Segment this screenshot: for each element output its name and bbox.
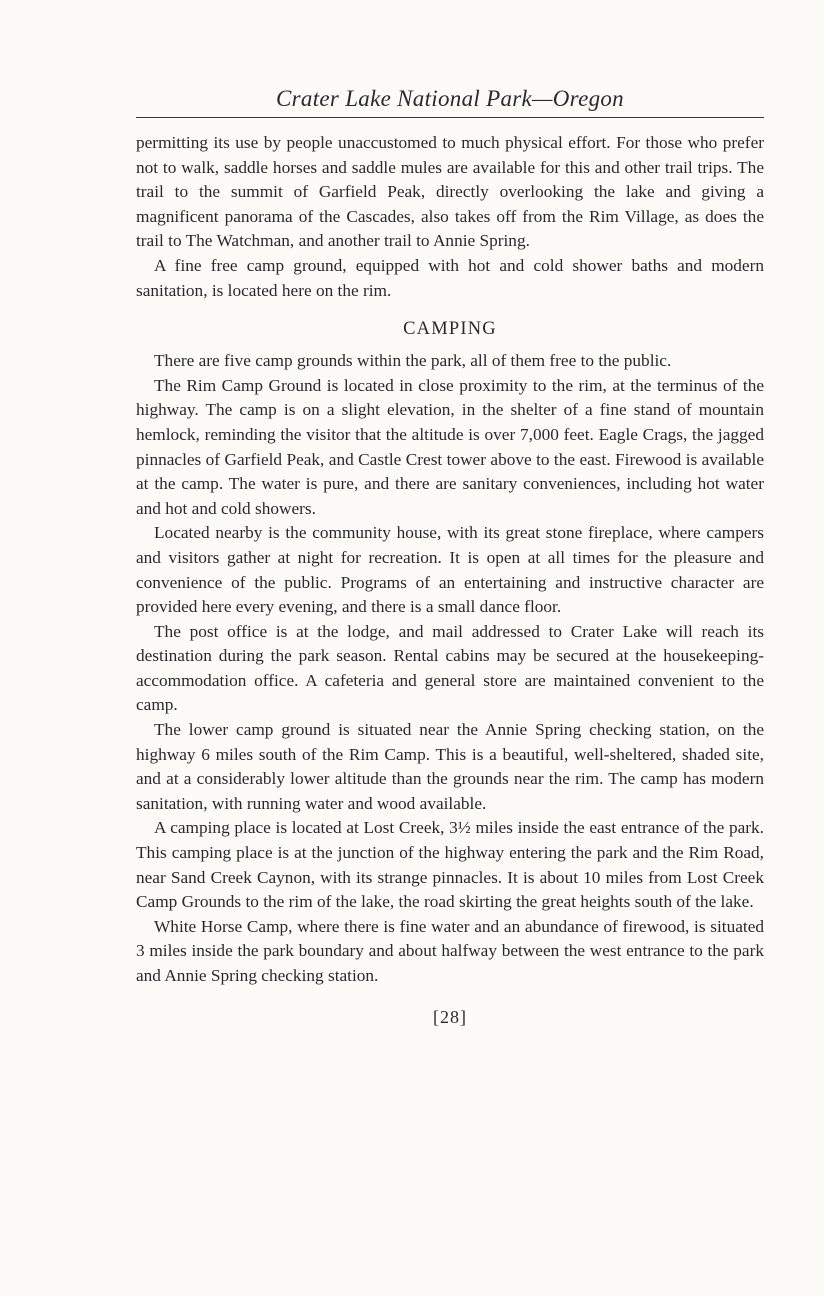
paragraph-community-house: Located nearby is the community house, with its great stone fireplace, where campers and visitors gather at night for recreation. It is open at all times for the pleasure and convenience of the public. Programs of an entertaining and instructive character are provided here every evening, and there is a small dance floor. <box>136 523 764 617</box>
paragraph-trail-continuation: permitting its use by people unaccustomed to much physical effort. For those who prefer not to walk, saddle horses and saddle mules are available for this and other trail trips. The trail to the summit of Garfield Peak, directly overlooking the lake and giving a magnificent panorama of the Cascades, also takes off from the Rim Village, as does the trail to The Watchman, and another trail to Annie Spring. <box>136 133 764 251</box>
running-head: Crater Lake National Park—Oregon <box>136 84 764 118</box>
paragraph-five-camp-grounds: There are five camp grounds within the park, all of them free to the public. <box>154 351 672 371</box>
section-heading-camping: CAMPING <box>403 319 497 340</box>
page-number: [28] <box>433 1006 467 1027</box>
paragraph-post-office: The post office is at the lodge, and mail addressed to Crater Lake will reach its destination during the park season. Rental cabins may be secured at the housekeeping-accommodation office. A cafeteria and general store are maintained convenient to the camp. <box>136 621 764 715</box>
paragraph-lower-camp-ground: The lower camp ground is situated near the Annie Spring checking station, on the highway 6 miles south of the Rim Camp. This is a beautiful, well-sheltered, shaded site, and at a considerably lower altitude than the grounds near the rim. The camp has modern sanitation, with running water and wood available. <box>136 720 764 813</box>
paragraph-white-horse-camp: White Horse Camp, where there is fine water and an abundance of firewood, is situated 3 miles inside the park boundary and about halfway between the west entrance to the park and Annie Spring checking station. <box>136 916 764 985</box>
page-body <box>136 131 764 989</box>
paragraph-rim-camp-ground: The Rim Camp Ground is located in close proximity to the rim, at the terminus of the highway. The camp is on a slight elevation, in the shelter of a fine stand of mountain hemlock, reminding the visitor that the altitude is over 7,000 feet. Eagle Crags, the jagged pinnacles of Garfield Peak, and Castle Crest tower above to the east. Firewood is available at the camp. The water is pure, and there are sanitary conveniences, including hot water and hot and cold showers. <box>136 375 764 518</box>
book-page <box>136 84 764 1028</box>
paragraph-lost-creek: A camping place is located at Lost Creek, 3½ miles inside the east entrance of the park. This camping place is at the junction of the highway entering the park and the Rim Road, near Sand Creek Caynon, with its strange pinnacles. It is about 10 miles from Lost Creek Camp Grounds to the rim of the lake, the road skirting the great heights south of the lake. <box>136 818 764 912</box>
paragraph-rim-camp-ground-free: A fine free camp ground, equipped with hot and cold shower baths and modern sanitation, is located here on the rim. <box>136 255 764 300</box>
